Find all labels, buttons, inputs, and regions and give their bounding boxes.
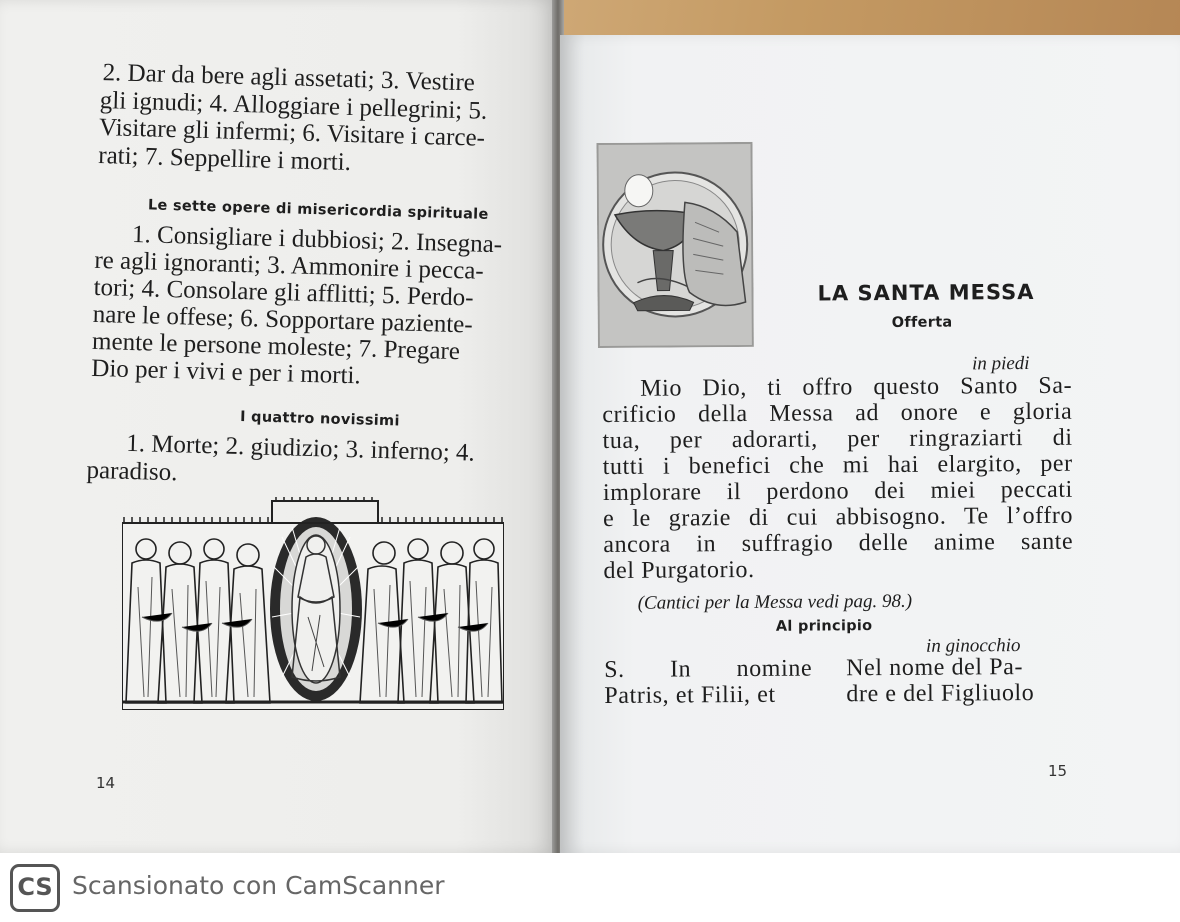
rubric-in-piedi: in piedi — [971, 353, 1030, 375]
text-line: mente le persone moleste; 7. Pregare — [91, 327, 461, 366]
saints-engraving-illustration — [122, 497, 504, 710]
text-line: 1. Consigliare i dubbiosi; 2. Insegna- — [131, 220, 503, 259]
songs-note: (Cantici per la Messa vedi pag. 98.) — [637, 590, 913, 614]
right-page — [560, 35, 1180, 853]
text-line: Patris, et Filii, et — [604, 681, 776, 709]
heading-spiritual-works: Le sette opere di misericordia spirituale — [147, 197, 489, 223]
left-page-text — [0, 0, 556, 853]
text-line: dre e del Figliuolo — [846, 679, 1035, 708]
latin-column — [604, 656, 812, 709]
section-subtitle: Offerta — [891, 314, 953, 331]
text-line: paradiso. — [86, 456, 178, 487]
right-page-text — [560, 35, 1180, 853]
page-number-left: 14 — [96, 774, 116, 792]
text-line: re agli ignoranti; 3. Ammonire i pecca- — [94, 246, 485, 285]
offer-paragraph — [602, 373, 1073, 584]
text-line: tori; 4. Consolare gli afflitti; 5. Perdo- — [93, 273, 474, 312]
watermark-text: Scansionato con CamScanner — [72, 871, 445, 900]
text-line: Nel nome del Pa- — [846, 654, 1024, 682]
text-line: gli ignudi; 4. Alloggiare i pellegrini; 5. — [99, 87, 488, 125]
text-line: del Purgatorio. — [603, 556, 755, 584]
text-line: 2. Dar da bere agli assetati; 3. Vestire — [102, 59, 476, 97]
text-line: Mio Dio, ti offro questo Santo Sa- — [640, 372, 1073, 402]
text-line: tua, per adorarti, per ringraziarti di — [602, 424, 1073, 454]
page-number-right: 15 — [1048, 762, 1068, 780]
text-line: ancora in suffragio delle anime sante — [603, 528, 1074, 558]
text-line: implorare il perdono dei miei peccati — [602, 476, 1073, 506]
text-line: tutti i benefici che mi hai elargito, per — [602, 450, 1073, 480]
scanner-watermark — [0, 853, 1180, 922]
heading-novissimi: I quattro novissimi — [239, 409, 400, 430]
text-line: S. In nomine — [604, 655, 813, 683]
text-line: crificio della Messa ad onore e gloria — [602, 398, 1073, 428]
text-line: Dio per i vivi e per i morti. — [91, 354, 362, 390]
text-line: nare le offese; 6. Sopportare paziente- — [92, 300, 474, 339]
text-line: Visitare gli infermi; 6. Visitare i carce- — [98, 114, 486, 152]
heading-al-principio: Al principio — [775, 618, 873, 635]
text-line: rati; 7. Seppellire i morti. — [97, 141, 352, 177]
left-page — [0, 0, 556, 853]
italian-column — [846, 654, 1076, 708]
text-line: 1. Morte; 2. giudizio; 3. inferno; 4. — [125, 429, 476, 467]
chalice-host-illustration — [596, 142, 753, 348]
camscanner-logo-icon: CS — [10, 864, 60, 912]
section-title: LA SANTA MESSA — [817, 279, 1035, 306]
text-line: e le grazie di cui abbisogno. Te l’offro — [603, 502, 1074, 532]
rubric-in-ginocchio: in ginocchio — [925, 635, 1021, 657]
